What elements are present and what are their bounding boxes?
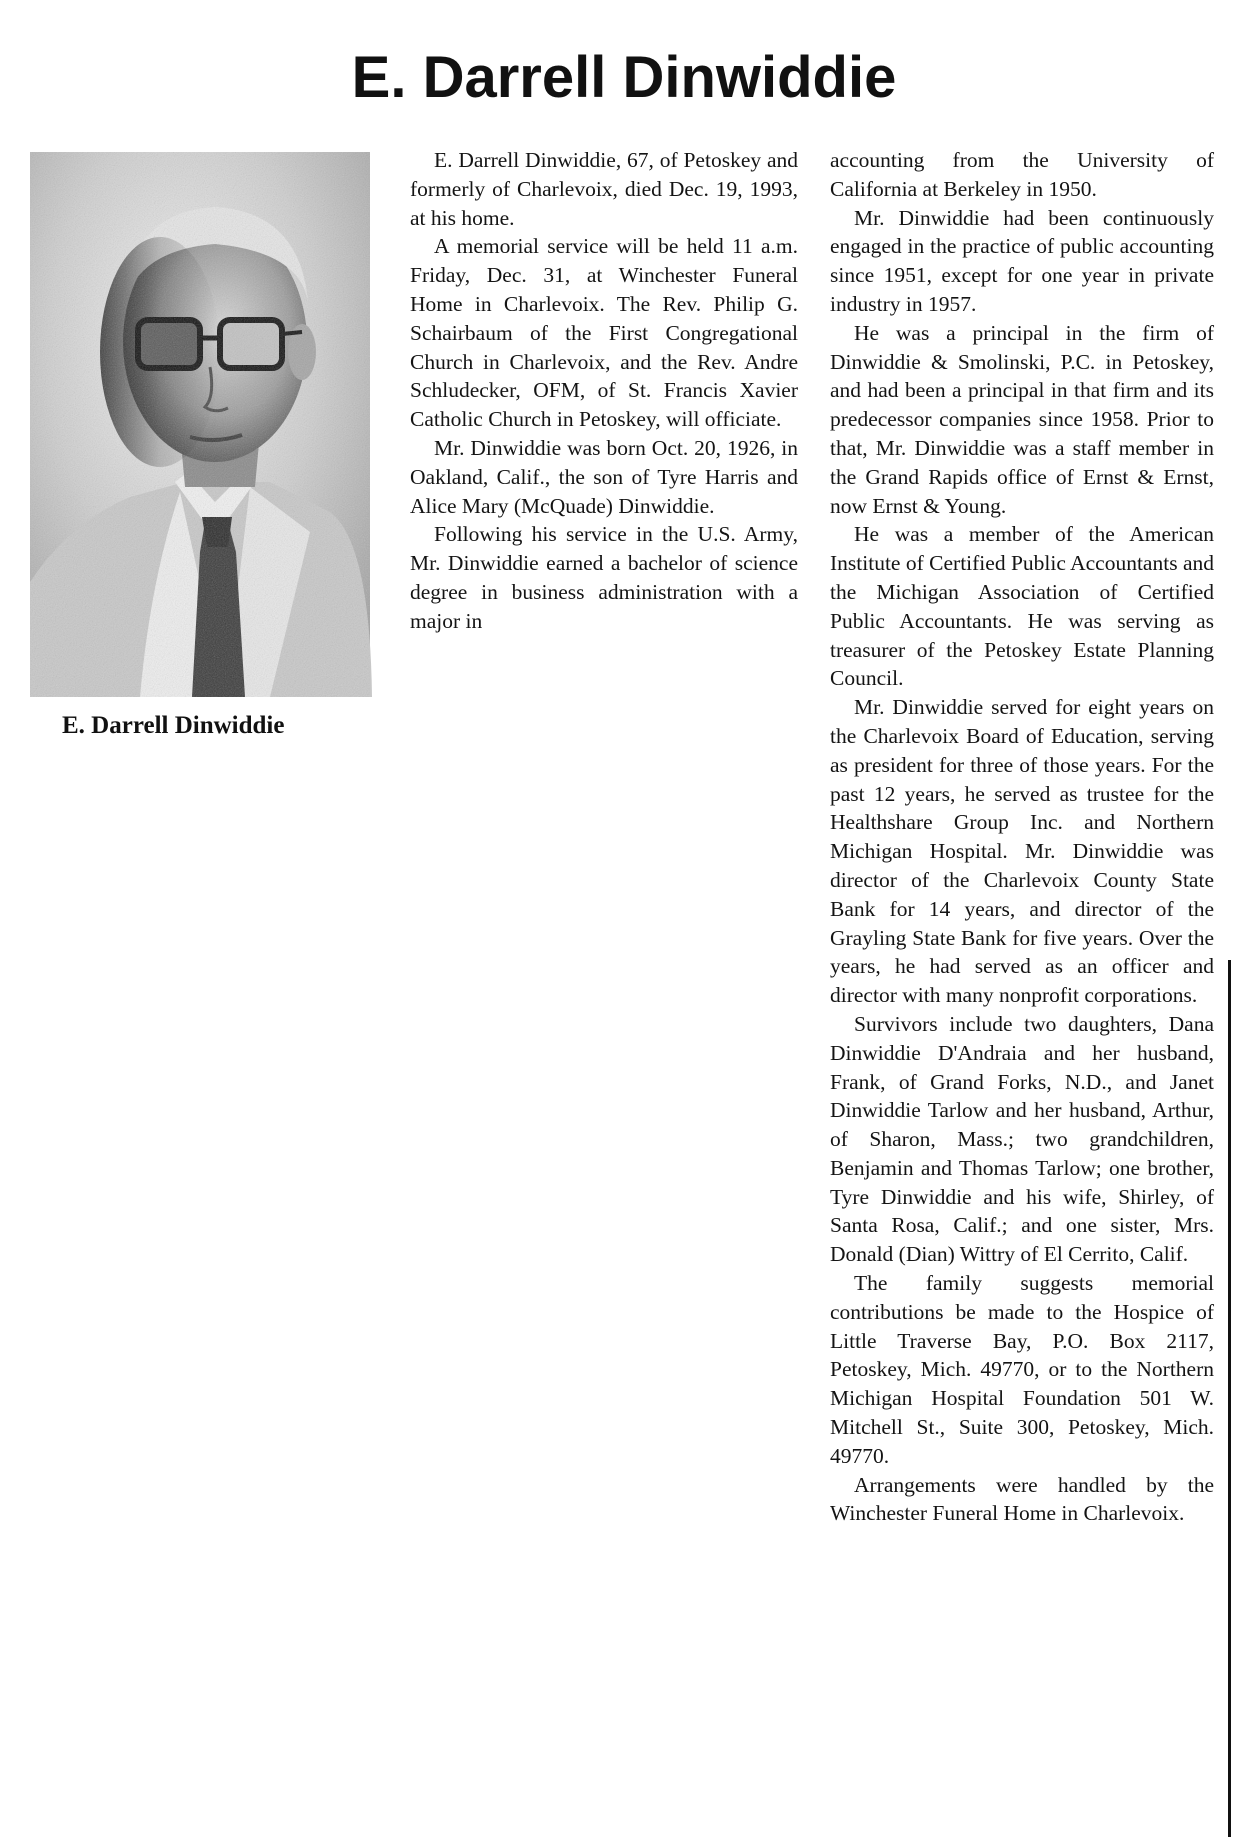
column-rule xyxy=(1228,960,1231,1837)
paragraph: The family suggests memorial contributions be made to the Hospice of Little Traverse Bay, P.O. Box 2117, Petoskey, Mich. 49770, or to the Northern Michigan Hospital Foundation 501 W. Mitchell St., Suite 300, Petoskey, Mich. 49770. xyxy=(830,1271,1214,1468)
portrait-image xyxy=(10,152,380,697)
photo-caption: E. Darrell Dinwiddie xyxy=(62,712,285,739)
article-column-2 xyxy=(830,146,1214,1528)
cut-off-section-header xyxy=(470,0,770,6)
paragraph: Mr. Dinwiddie had been continuously engaged in the practice of public accounting since 1951, except for one year in private industry in 1957. xyxy=(830,205,1214,316)
article-column-1 xyxy=(410,146,798,636)
portrait-photo xyxy=(10,152,380,697)
paragraph: Mr. Dinwiddie was born Oct. 20, 1926, in Oakland, Calif., the son of Tyre Harris and Alice Mary (McQuade) Dinwiddie. xyxy=(410,435,798,518)
paragraph-continuation: accounting from the University of California at Berkeley in 1950. xyxy=(830,148,1214,201)
paragraph: Arrangements were handled by the Winchester Funeral Home in Charlevoix. xyxy=(830,1472,1214,1526)
obituary-headline: E. Darrell Dinwiddie xyxy=(351,45,897,110)
paragraph: E. Darrell Dinwiddie, 67, of Petoskey and formerly of Charlevoix, died Dec. 19, 1993, at his home. xyxy=(410,148,798,230)
paragraph: A memorial service will be held 11 a.m. Friday, Dec. 31, at Winchester Funeral Home in Charlevoix. The Rev. Philip G. Schairbaum of the First Congregational Church in Charlevoix, and the Rev. Andre Schludecker, OFM, of St. Francis Xavier Catholic Church in Petoskey, will officiate. xyxy=(410,234,798,432)
paragraph: Mr. Dinwiddie served for eight years on the Charlevoix Board of Education, serving as president for three of those years. For the past 12 years, he served as trustee for the Healthshare Group Inc. and Northern Michigan Hospital. Mr. Dinwiddie was director of the Charlevoix County State Bank for 14 years, and director of the Grayling State Bank for five years. Over the years, he had served as an officer and director with many nonprofit corporations. xyxy=(830,695,1214,1008)
paragraph: Following his service in the U.S. Army, Mr. Dinwiddie earned a bachelor of science degree in business administration with a major in xyxy=(410,522,798,633)
paragraph: He was a member of the American Institute of Certified Public Accountants and the Michigan Association of Certified Public Accountants. He was serving as treasurer of the Petoskey Estate Planning Council. xyxy=(830,522,1214,691)
paragraph: He was a principal in the firm of Dinwiddie & Smolinski, P.C. in Petoskey, and had been a principal in that firm and its predecessor companies since 1958. Prior to that, Mr. Dinwiddie was a staff member in the Grand Rapids office of Ernst & Ernst, now Ernst & Young. xyxy=(830,320,1214,518)
paragraph: Survivors include two daughters, Dana Dinwiddie D'Andraia and her husband, Frank, of Grand Forks, N.D., and Janet Dinwiddie Tarlow and her husband, Arthur, of Sharon, Mass.; two grandchildren, Benjamin and Thomas Tarlow; one brother, Tyre Dinwiddie and his wife, Shirley, of Santa Rosa, Calif.; and one sister, Mrs. Donald (Dian) Wittry of El Cerrito, Calif. xyxy=(830,1011,1214,1267)
